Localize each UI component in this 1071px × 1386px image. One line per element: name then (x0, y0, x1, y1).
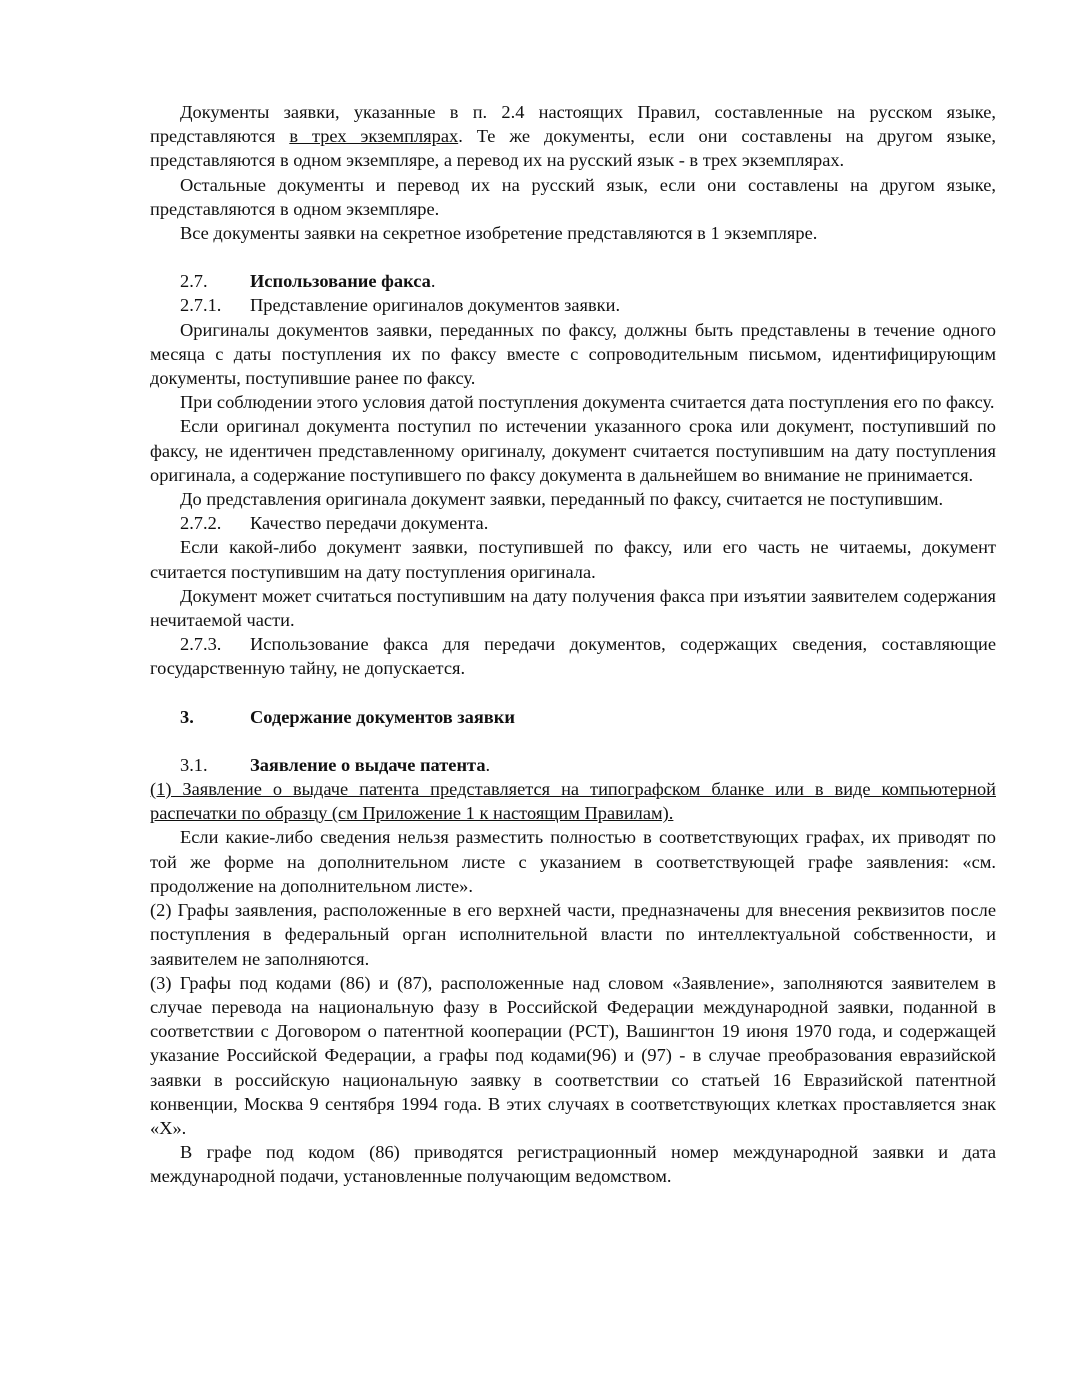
heading-2-7 (150, 269, 996, 293)
heading-2-7-dot: . (430, 271, 436, 292)
heading-3-1-title: Заявление о выдаче патента (250, 754, 486, 775)
spacer (150, 681, 996, 705)
subheading-2-7-2-title: Качество передачи документа. (250, 513, 489, 534)
heading-3-number: 3. (180, 706, 194, 727)
heading-2-7-number: 2.7. (180, 271, 208, 292)
document-page (150, 100, 996, 1189)
subheading-2-7-1 (150, 293, 996, 317)
paragraph-additional-sheet: Если какие-либо сведения нельзя разместить полностью в соответствующих графах, их приводят по той же форме на дополнительном листе с указанием в соответствующей графе заявления: «см. продолжение на дополнительном листе». (150, 827, 996, 896)
paragraph-late-original: Если оригинал документа поступил по истечении указанного срока или документ, поступивший по факсу, не идентичен представленному оригиналу, документ считается поступившим на дату поступления оригинала, а содержание поступившего по факсу документа в дальнейшем во внимание не принимается. (150, 416, 996, 485)
paragraph-withdrawal: Документ может считаться поступившим на дату получения факса при изъятии заявителем содержания нечитаемой части. (150, 585, 996, 631)
heading-2-7-title: Использование факса (250, 271, 431, 292)
three-copies-underlined: в трех экземплярах (289, 126, 459, 147)
paragraph-application-form: (1) Заявление о выдаче патента представляется на типографском бланке или в виде компьютерной распечатки по образцу (см Приложение 1 к настоящим Правилам). (150, 779, 996, 824)
paragraph-unreadable: Если какой-либо документ заявки, поступившей по факсу, или его часть не читаемы, документ считается поступившим на дату поступления оригинала. (150, 537, 996, 582)
heading-3-1-number: 3.1. (180, 754, 208, 775)
paragraph-originals: Оригиналы документов заявки, переданных по факсу, должны быть представлены в течение одного месяца с даты поступления их по факсу вместе с сопроводительным письмом, идентифицирующим документы, поступившие ранее по факсу. (150, 319, 996, 389)
paragraph-code-86: В графе под кодом (86) приводятся регистрационный номер международной заявки и дата международной подачи, установленные получающим ведомством. (150, 1142, 996, 1187)
paragraph-upper-fields: (2) Графы заявления, расположенные в его верхней части, предназначены для внесения реквизитов после поступления в федеральный орган исполнительной власти по интеллектуальной собственности, и заявителем не заполняются. (150, 900, 996, 969)
subheading-2-7-1-title: Представление оригиналов документов заявки. (250, 295, 621, 316)
subheading-2-7-3-number: 2.7.3. (180, 634, 222, 655)
subheading-2-7-1-number: 2.7.1. (180, 295, 222, 316)
paragraph-copies-text-b: . Те же документы, если они составлены на другом языке, представляются в одном экземпляре, а перевод их на русский язык - в трех экземплярах. (150, 126, 996, 171)
paragraph-copies-text-a: Документы заявки, указанные в п. 2.4 настоящих Правил, составленные на русском языке, представляются (150, 102, 996, 147)
heading-3-title: Содержание документов заявки (250, 706, 515, 727)
spacer (150, 729, 996, 753)
paragraph-codes-86-87: (3) Графы под кодами (86) и (87), расположенные над словом «Заявление», заполняются заявителем в случае перевода на национальную фазу в Российской Федерации международной заявки, поданной в соответствии с Договором о патентной кооперации (PCT), Вашингтон 19 июня 1970 года, и содержащей указание Российской Федерации, а графы под кодами(96) и (97) - в случае преобразования евразийской заявки в российскую национальную заявку в соответствии со статьей 16 Евразийской патентной конвенции, Москва 9 сентября 1994 года. В этих случаях в соответствующих клетках проставляется знак «Х». (150, 972, 996, 1138)
paragraph-not-received: До представления оригинала документ заявки, переданный по факсу, считается не поступившим. (180, 489, 944, 510)
subheading-2-7-2 (150, 511, 996, 535)
paragraph-receipt-date: При соблюдении этого условия датой поступления документа считается дата поступления его по факсу. (180, 392, 995, 413)
heading-3-1 (150, 753, 996, 777)
paragraph-other-documents: Остальные документы и перевод их на русский язык, если они составлены на другом языке, представляются в одном экземпляре. (150, 174, 996, 219)
paragraph-secret-invention: Все документы заявки на секретное изобретение представляются в 1 экземпляре. (180, 223, 818, 244)
heading-3 (150, 705, 996, 729)
paragraph-copies (150, 100, 996, 173)
subheading-2-7-2-number: 2.7.2. (180, 513, 222, 534)
spacer (150, 245, 996, 269)
subheading-2-7-3-text: Использование факса для передачи документов, содержащих сведения, составляющие государственную тайну, не допускается. (150, 634, 996, 679)
paragraph-2-7-3 (150, 632, 996, 680)
heading-3-1-dot: . (485, 754, 491, 775)
